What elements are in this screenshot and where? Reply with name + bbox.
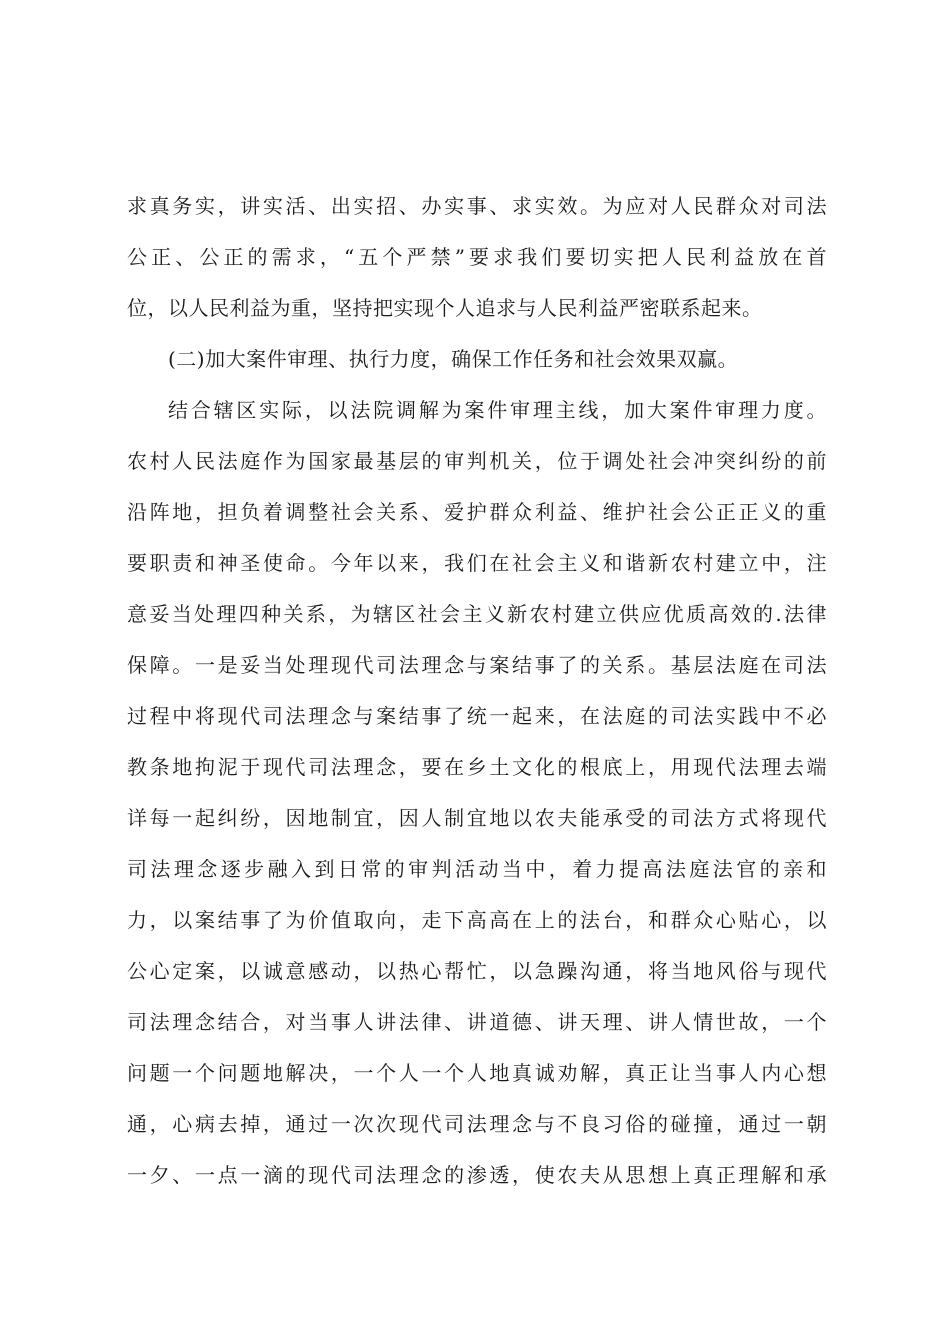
body-text-line: 意妥当处理四种关系，为辖区社会主义新农村建立供应优质高效的.法律 [127, 602, 827, 626]
section-heading: (二)加大案件审理、执行力度，确保工作任务和社会效果双赢。 [168, 347, 739, 371]
body-text-line: 一夕、一点一滴的现代司法理念的渗透，使农夫从思想上真正理解和承 [127, 1163, 827, 1187]
body-text-line: 力，以案结事了为价值取向，走下高高在上的法台，和群众心贴心，以 [127, 908, 827, 932]
body-text-line: 要职责和神圣使命。今年以来，我们在社会主义和谐新农村建立中，注 [127, 551, 827, 575]
body-text-line: 公正、公正的需求，“五个严禁”要求我们要切实把人民利益放在首 [127, 245, 827, 269]
body-text-line: 通，心病去掉，通过一次次现代司法理念与不良习俗的碰撞，通过一朝 [127, 1112, 827, 1136]
body-text-line: 农村人民法庭作为国家最基层的审判机关，位于调处社会冲突纠纷的前 [127, 449, 827, 473]
body-text-line: 教条地拘泥于现代司法理念，要在乡土文化的根底上，用现代法理去端 [127, 755, 827, 779]
paragraph-first-line: 结合辖区实际，以法院调解为案件审理主线，加大案件审理力度。 [168, 398, 827, 422]
body-text-line: 求真务实，讲实活、出实招、办实事、求实效。为应对人民群众对司法 [127, 194, 827, 218]
body-text-line: 保障。一是妥当处理现代司法理念与案结事了的关系。基层法庭在司法 [127, 653, 827, 677]
body-text-line: 详每一起纠纷，因地制宜，因人制宜地以农夫能承受的司法方式将现代 [127, 806, 827, 830]
body-text-line: 司法理念逐步融入到日常的审判活动当中，着力提高法庭法官的亲和 [127, 857, 827, 881]
body-text-line: 司法理念结合，对当事人讲法律、讲道德、讲天理、讲人情世故，一个 [127, 1010, 827, 1034]
body-text-line: 位，以人民利益为重，坚持把实现个人追求与人民利益严密联系起来。 [127, 296, 763, 320]
body-text-line: 沿阵地，担负着调整社会关系、爱护群众利益、维护社会公正正义的重 [127, 500, 827, 524]
body-text-line: 过程中将现代司法理念与案结事了统一起来，在法庭的司法实践中不必 [127, 704, 827, 728]
body-text-line: 公心定案，以诚意感动，以热心帮忙，以急躁沟通，将当地风俗与现代 [127, 959, 827, 983]
body-text-line: 问题一个问题地解决，一个人一个人地真诚劝解，真正让当事人内心想 [127, 1061, 827, 1085]
